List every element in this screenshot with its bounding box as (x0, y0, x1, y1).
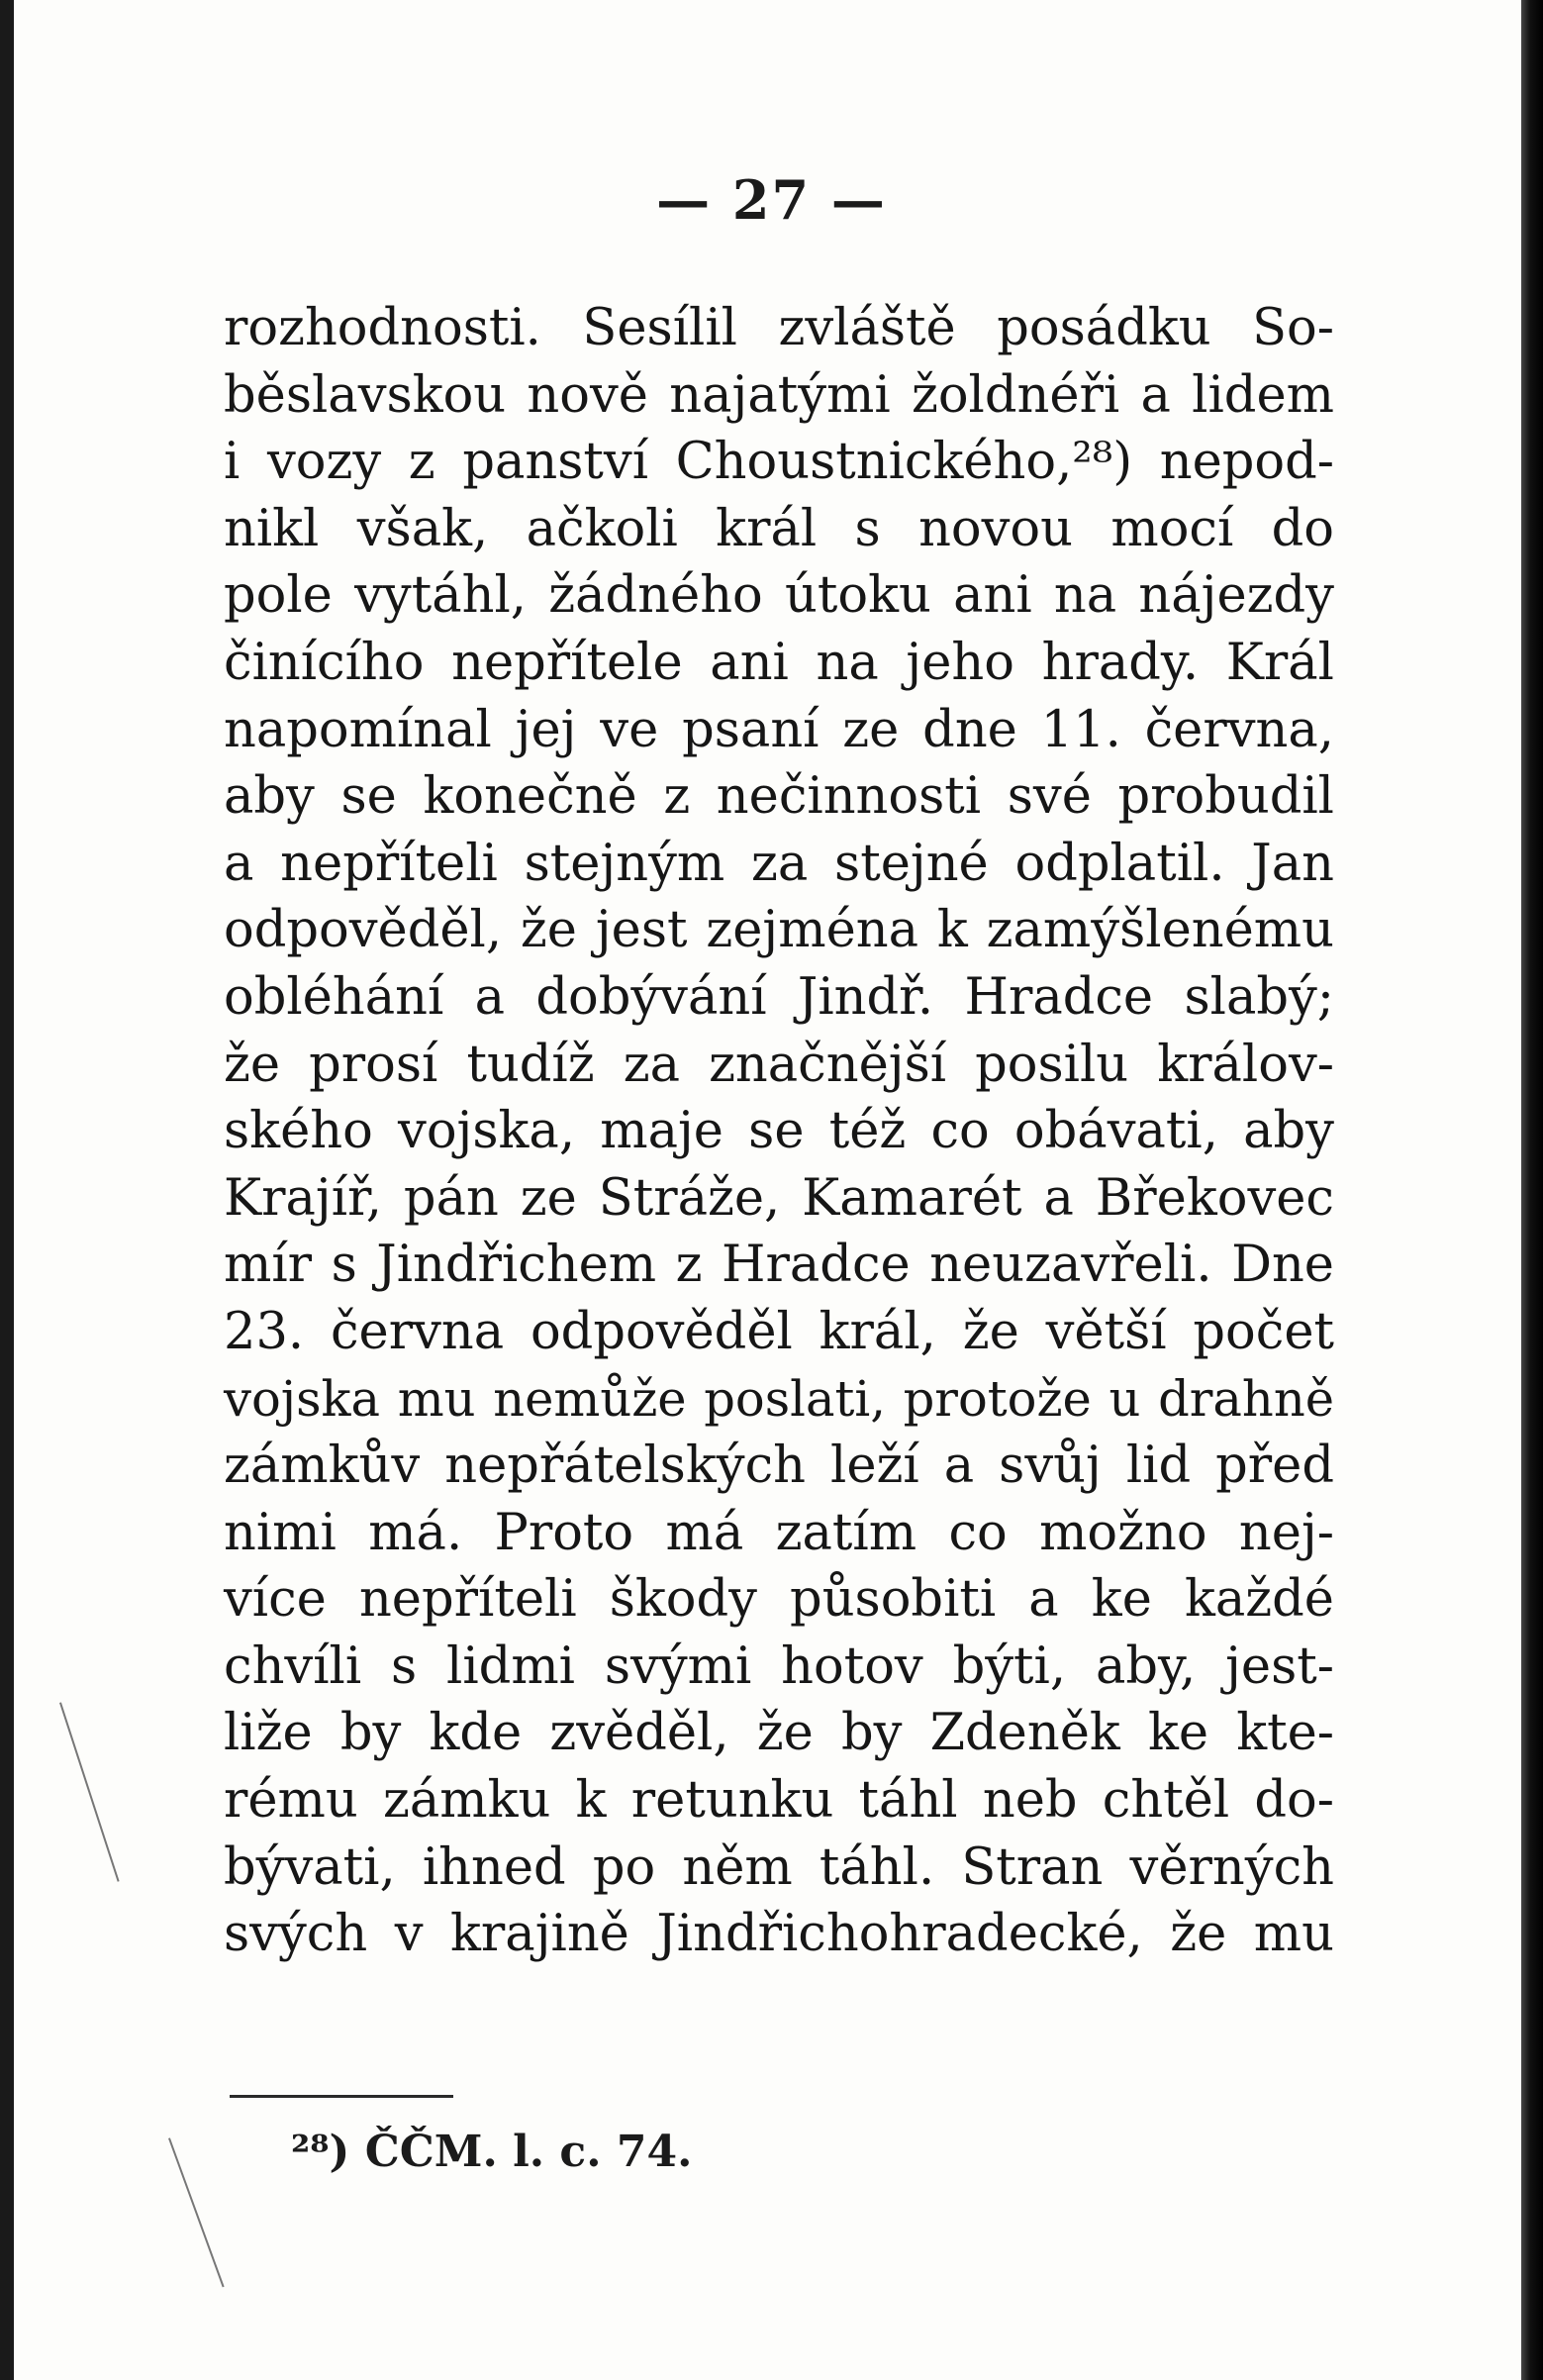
stray-pen-mark (168, 2137, 225, 2287)
text-line: bývati, ihned po něm táhl. Stran věrných (224, 1837, 1334, 1897)
right-page-edge (1521, 0, 1543, 2380)
text-line: a nepříteli stejným za stejné odplatil. Jan (224, 834, 1334, 893)
text-line: nikl však, ačkoli král s novou mocí do (224, 499, 1334, 558)
text-line: vojska mu nemůže poslati, protože u drahně (224, 1369, 1334, 1428)
text-line: ského vojska, maje se též co obávati, aby (224, 1102, 1334, 1161)
text-line: 23. června odpověděl král, že větší počet (224, 1302, 1334, 1361)
footnote (291, 2127, 692, 2177)
text-line: rému zámku k retunku táhl neb chtěl do- (224, 1771, 1334, 1831)
text-line: Krajíř, pán ze Stráže, Kamarét a Břekovec (224, 1168, 1334, 1228)
text-line: více nepříteli škody působiti a ke každé (224, 1570, 1334, 1630)
text-line: obléhání a dobývání Jindř. Hradce slabý; (224, 967, 1334, 1027)
text-line: mír s Jindřichem z Hradce neuzavřeli. Dne (224, 1236, 1334, 1295)
text-line: pole vytáhl, žádného útoku ani na nájezdy (224, 566, 1334, 626)
footnote-text: ČČM. l. c. 74. (364, 2127, 693, 2177)
text-line: běslavskou nově najatými žoldnéři a lidem (224, 365, 1334, 425)
text-line: že prosí tudíž za značnější posilu králov- (224, 1035, 1334, 1094)
text-line: nimi má. Proto má zatím co možno nej- (224, 1503, 1334, 1562)
text-line: chvíli s lidmi svými hotov býti, aby, jest- (224, 1636, 1334, 1696)
text-line: svých v krajině Jindřichohradecké, že mu (224, 1905, 1334, 1964)
text-line: aby se konečně z nečinnosti své probudil (224, 767, 1334, 827)
text-line: i vozy z panství Choustnického,²⁸) nepod- (224, 433, 1334, 492)
stray-pen-mark (59, 1702, 120, 1881)
footnote-marker: ²⁸) (291, 2127, 350, 2177)
footnote-separator (230, 2095, 453, 2098)
left-page-edge (0, 0, 14, 2380)
text-line: činícího nepřítele ani na jeho hrady. Král (224, 633, 1334, 692)
text-line: zámkův nepřátelských leží a svůj lid před (224, 1437, 1334, 1496)
text-line: liže by kde zvěděl, že by Zdeněk ke kte- (224, 1704, 1334, 1763)
text-line: napomínal jej ve psaní ze dne 11. června, (224, 700, 1334, 759)
text-line: rozhodnosti. Sesílil zvláště posádku So- (224, 299, 1334, 357)
page-number: — 27 — (656, 168, 887, 232)
body-text (224, 295, 1334, 1968)
text-line: odpověděl, že jest zejména k zamýšlenému (224, 901, 1334, 960)
